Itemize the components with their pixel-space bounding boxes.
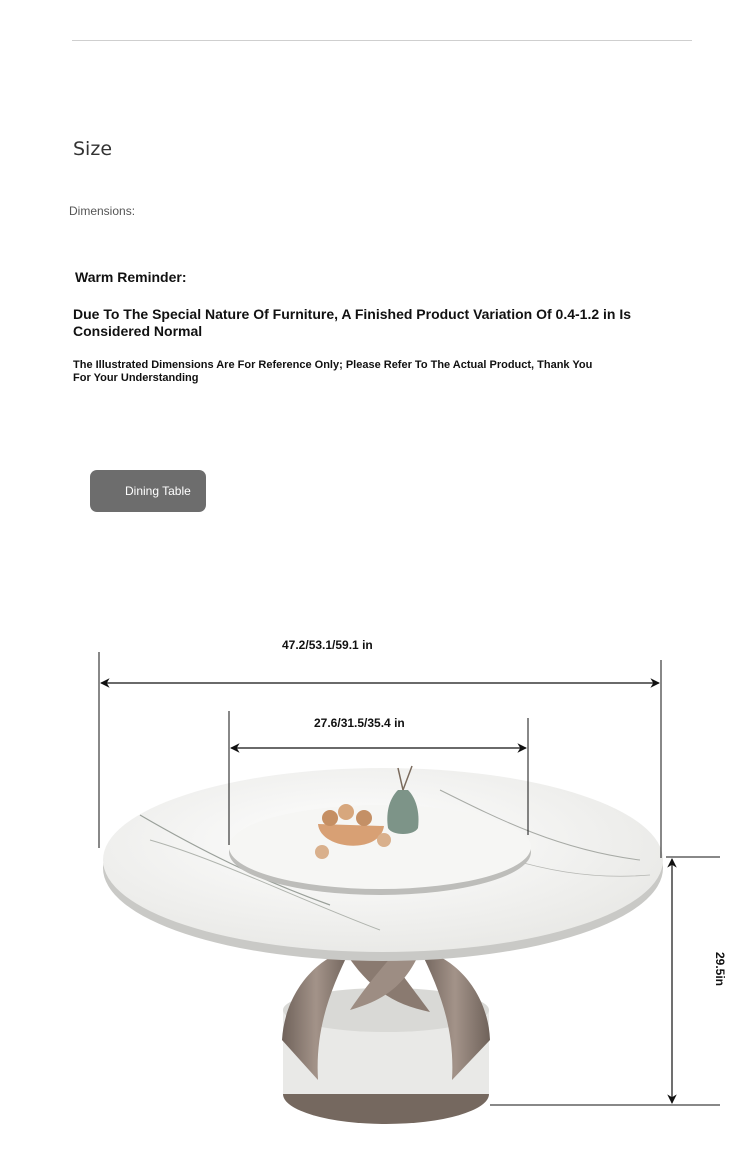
reminder-title: Warm Reminder: bbox=[75, 269, 187, 285]
dining-table-dimension-drawing bbox=[0, 580, 750, 1140]
reminder-main-text: Due To The Special Nature Of Furniture, A Finished Product Variation Of 0.4-1.2 in Is Considered Normal bbox=[73, 306, 632, 339]
section-title: Size bbox=[73, 138, 113, 160]
dimensions-label: Dimensions: bbox=[69, 204, 136, 218]
product-tag-label: Dining Table bbox=[125, 484, 191, 498]
outer-diameter-label: 47.2/53.1/59.1 in bbox=[282, 638, 373, 652]
table-base bbox=[282, 950, 490, 1124]
reminder-note-text: The Illustrated Dimensions Are For Reference Only; Please Refer To The Actual Product, Thank You For Your Understanding bbox=[73, 359, 593, 384]
inner-diameter-label: 27.6/31.5/35.4 in bbox=[314, 716, 405, 730]
lazy-susan bbox=[229, 805, 531, 895]
top-divider bbox=[72, 40, 692, 41]
height-label: 29.5in bbox=[713, 951, 727, 987]
product-tag-dining-table[interactable] bbox=[90, 470, 206, 512]
